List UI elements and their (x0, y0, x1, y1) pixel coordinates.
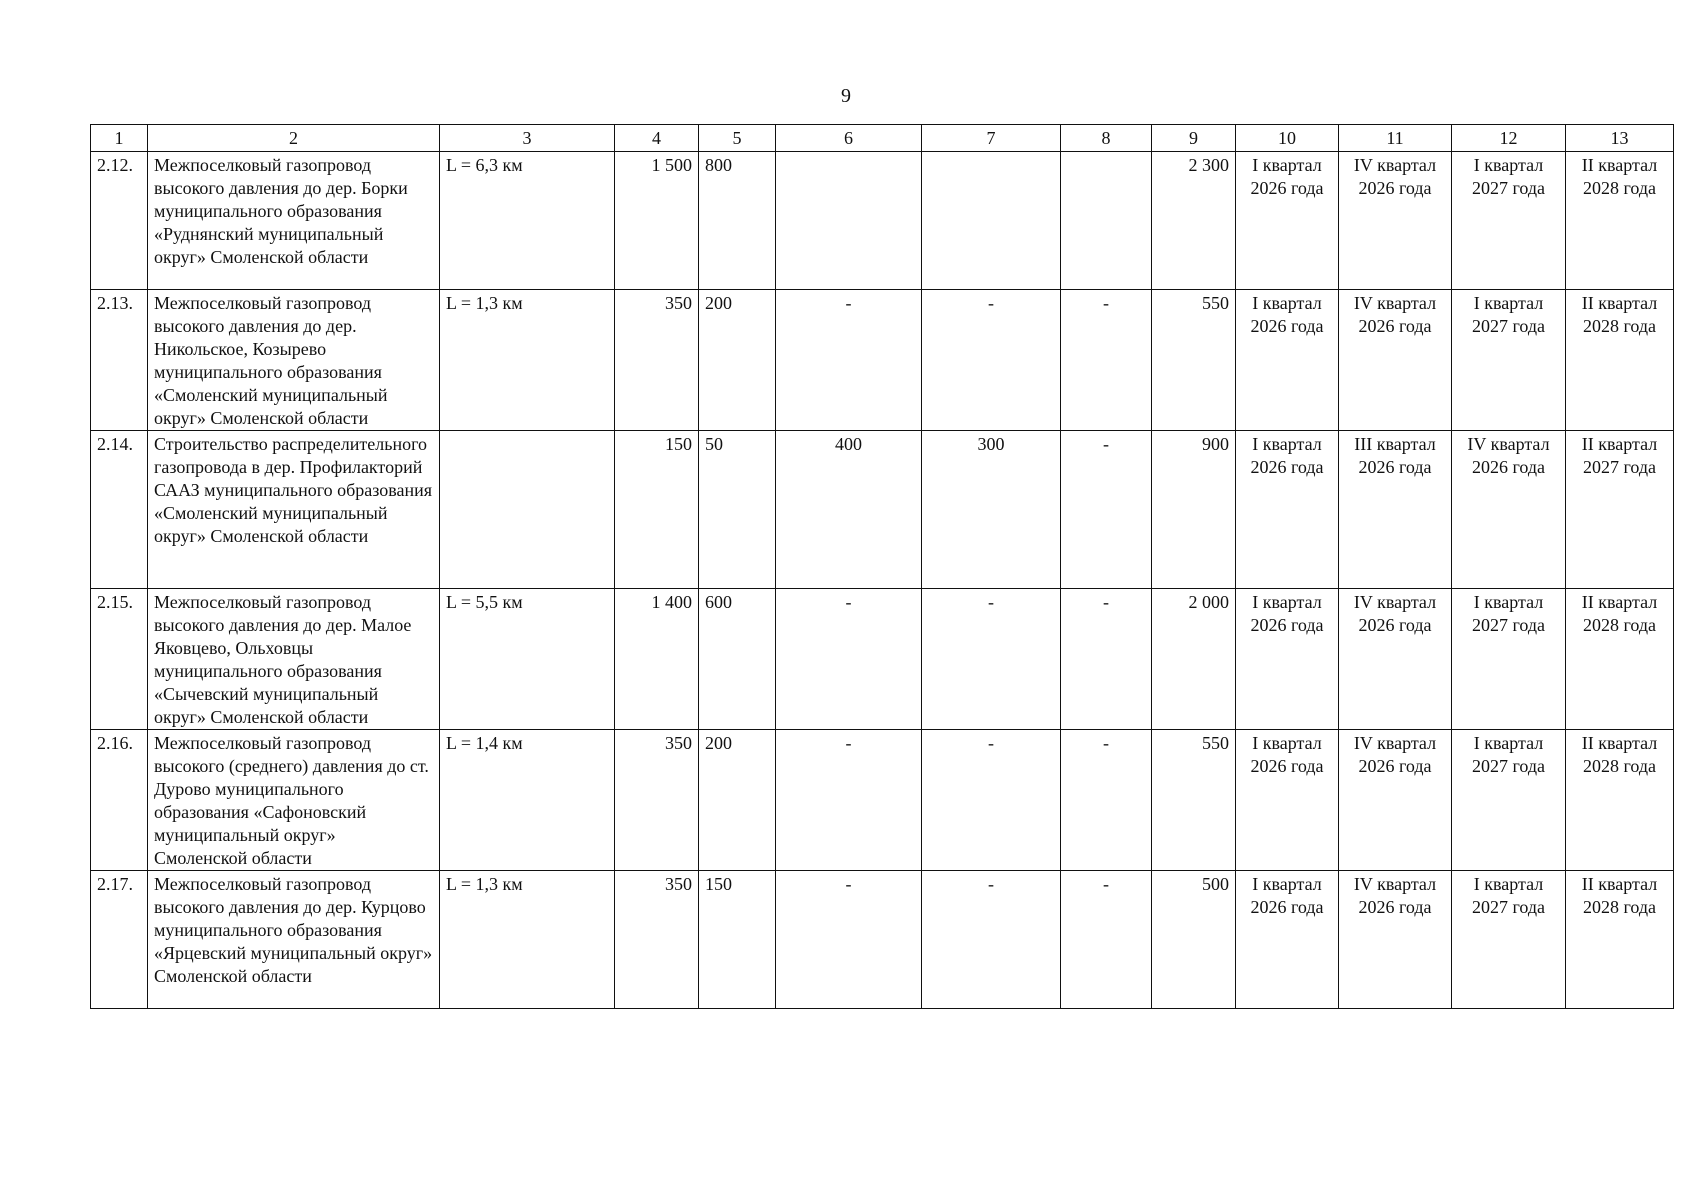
object-name: Межпоселковый газопровод высокого давления до дер. Борки муниципального образования «Руднянский муниципальный округ» Смоленской области (148, 152, 440, 290)
cell-col-7: - (922, 871, 1061, 1009)
cell-col-11-date: IV квартал 2026 года (1339, 589, 1452, 730)
cell-col-9: 2 300 (1152, 152, 1236, 290)
cell-col-4: 1 400 (615, 589, 699, 730)
cell-col-7: - (922, 589, 1061, 730)
cell-col-9: 2 000 (1152, 589, 1236, 730)
column-header: 10 (1236, 125, 1339, 152)
cell-col-4: 150 (615, 431, 699, 589)
cell-col-4: 350 (615, 290, 699, 431)
end-date: II квартал 2028 года (1566, 730, 1674, 871)
row-number: 2.16. (91, 730, 148, 871)
cell-col-9: 500 (1152, 871, 1236, 1009)
data-table (90, 124, 1674, 1009)
start-date: I квартал 2026 года (1236, 871, 1339, 1009)
cell-col-7 (922, 152, 1061, 290)
cell-col-6: - (776, 871, 922, 1009)
column-header: 12 (1452, 125, 1566, 152)
table-row (91, 431, 1674, 589)
end-date: II квартал 2028 года (1566, 871, 1674, 1009)
cell-col-11-date: IV квартал 2026 года (1339, 871, 1452, 1009)
cell-col-6: - (776, 589, 922, 730)
start-date: I квартал 2026 года (1236, 431, 1339, 589)
start-date: I квартал 2026 года (1236, 152, 1339, 290)
column-header: 13 (1566, 125, 1674, 152)
cell-col-6 (776, 152, 922, 290)
cell-col-11-date: IV квартал 2026 года (1339, 730, 1452, 871)
cell-col-11-date: III квартал 2026 года (1339, 431, 1452, 589)
cell-col-7: 300 (922, 431, 1061, 589)
cell-col-8: - (1061, 290, 1152, 431)
row-number: 2.14. (91, 431, 148, 589)
column-header: 5 (699, 125, 776, 152)
cell-col-6: - (776, 730, 922, 871)
cell-col-12-date: IV квартал 2026 года (1452, 431, 1566, 589)
start-date: I квартал 2026 года (1236, 589, 1339, 730)
cell-col-7: - (922, 290, 1061, 431)
cell-col-8: - (1061, 589, 1152, 730)
table-body (91, 125, 1674, 1009)
table-row (91, 730, 1674, 871)
start-date: I квартал 2026 года (1236, 730, 1339, 871)
cell-col-9: 900 (1152, 431, 1236, 589)
row-number: 2.17. (91, 871, 148, 1009)
cell-col-8: - (1061, 871, 1152, 1009)
row-number: 2.15. (91, 589, 148, 730)
cell-col-4: 350 (615, 730, 699, 871)
column-header: 1 (91, 125, 148, 152)
cell-col-11-date: IV квартал 2026 года (1339, 152, 1452, 290)
table-row (91, 152, 1674, 290)
column-header: 3 (440, 125, 615, 152)
cell-col-6: - (776, 290, 922, 431)
cell-col-12-date: I квартал 2027 года (1452, 589, 1566, 730)
cell-col-5: 150 (699, 871, 776, 1009)
column-header: 2 (148, 125, 440, 152)
header-row (91, 125, 1674, 152)
cell-col-4: 1 500 (615, 152, 699, 290)
table-row (91, 589, 1674, 730)
length-value: L = 1,3 км (440, 290, 615, 431)
length-value: L = 1,4 км (440, 730, 615, 871)
cell-col-8: - (1061, 431, 1152, 589)
cell-col-5: 50 (699, 431, 776, 589)
cell-col-8 (1061, 152, 1152, 290)
cell-col-9: 550 (1152, 290, 1236, 431)
length-value: L = 6,3 км (440, 152, 615, 290)
column-header: 8 (1061, 125, 1152, 152)
length-value: L = 1,3 км (440, 871, 615, 1009)
cell-col-12-date: I квартал 2027 года (1452, 871, 1566, 1009)
cell-col-8: - (1061, 730, 1152, 871)
end-date: II квартал 2028 года (1566, 589, 1674, 730)
table-row (91, 871, 1674, 1009)
page-number: 9 (841, 85, 851, 107)
cell-col-5: 200 (699, 730, 776, 871)
end-date: II квартал 2028 года (1566, 290, 1674, 431)
cell-col-7: - (922, 730, 1061, 871)
column-header: 11 (1339, 125, 1452, 152)
object-name: Межпоселковый газопровод высокого (среднего) давления до ст. Дурово муниципального образования «Сафоновский муниципальный округ» Смоленской области (148, 730, 440, 871)
column-header: 9 (1152, 125, 1236, 152)
cell-col-6: 400 (776, 431, 922, 589)
table-row (91, 290, 1674, 431)
object-name: Межпоселковый газопровод высокого давления до дер. Малое Яковцево, Ольховцы муниципального образования «Сычевский муниципальный округ» Смоленской области (148, 589, 440, 730)
length-value (440, 431, 615, 589)
object-name: Строительство распределительного газопровода в дер. Профилакторий СААЗ муниципального образования «Смоленский муниципальный округ» Смоленской области (148, 431, 440, 589)
length-value: L = 5,5 км (440, 589, 615, 730)
cell-col-12-date: I квартал 2027 года (1452, 730, 1566, 871)
cell-col-11-date: IV квартал 2026 года (1339, 290, 1452, 431)
cell-col-4: 350 (615, 871, 699, 1009)
end-date: II квартал 2028 года (1566, 152, 1674, 290)
cell-col-12-date: I квартал 2027 года (1452, 152, 1566, 290)
cell-col-9: 550 (1152, 730, 1236, 871)
row-number: 2.12. (91, 152, 148, 290)
object-name: Межпоселковый газопровод высокого давления до дер. Никольское, Козырево муниципального образования «Смоленский муниципальный округ» Смоленской области (148, 290, 440, 431)
start-date: I квартал 2026 года (1236, 290, 1339, 431)
cell-col-5: 200 (699, 290, 776, 431)
end-date: II квартал 2027 года (1566, 431, 1674, 589)
column-header: 4 (615, 125, 699, 152)
object-name: Межпоселковый газопровод высокого давления до дер. Курцово муниципального образования «Ярцевский муниципальный округ» Смоленской области (148, 871, 440, 1009)
cell-col-12-date: I квартал 2027 года (1452, 290, 1566, 431)
cell-col-5: 800 (699, 152, 776, 290)
cell-col-5: 600 (699, 589, 776, 730)
column-header: 6 (776, 125, 922, 152)
column-header: 7 (922, 125, 1061, 152)
row-number: 2.13. (91, 290, 148, 431)
